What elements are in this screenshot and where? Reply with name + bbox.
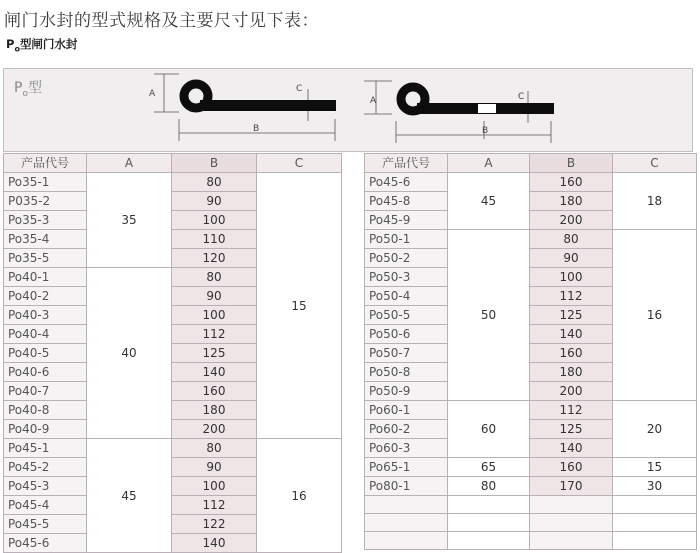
header-c: C [257,154,342,173]
dim-a-cell: 35 [87,173,172,268]
header-code: 产品代号 [4,154,87,173]
table-row [365,477,697,496]
product-code-cell: P035-2 [4,192,87,211]
table-row [365,532,697,550]
dim-a-cell: 80 [448,477,530,496]
product-code-cell: Po50-2 [365,249,448,268]
product-code-cell: Po50-9 [365,382,448,401]
dim-a-cell: 50 [448,230,530,401]
dim-c-label-left: C [296,84,303,94]
dim-c-label-right: C [518,92,525,102]
header-c: C [613,154,697,173]
dim-b-cell: 140 [530,325,613,344]
product-code-cell: Po45-1 [4,439,87,458]
dim-b-label-left: B [253,124,260,134]
dim-a-cell [448,532,530,550]
dim-b-cell: 160 [530,458,613,477]
product-code-cell: Po40-4 [4,325,87,344]
dim-a-cell: 45 [87,439,172,553]
dim-b-cell: 100 [172,211,257,230]
dim-a-cell [448,514,530,532]
spec-table-right [364,153,697,550]
dim-b-cell: 110 [172,230,257,249]
dim-b-cell: 122 [172,515,257,534]
dim-b-cell: 125 [530,420,613,439]
dim-b-cell: 140 [530,439,613,458]
product-code-cell [365,532,448,550]
dim-b-cell: 112 [172,496,257,515]
dim-a-cell [448,496,530,514]
dim-c-cell: 30 [613,477,697,496]
profile-type-label: $P_o$型 [14,80,42,99]
dim-b-cell: 100 [172,477,257,496]
table-row [365,401,697,420]
dim-b-cell: 125 [172,344,257,363]
product-code-cell: Po40-7 [4,382,87,401]
dim-b-cell: 112 [530,401,613,420]
dim-b-cell: 200 [172,420,257,439]
spec-table-left [3,153,342,553]
product-code-cell: Po50-6 [365,325,448,344]
product-code-cell: Po50-1 [365,230,448,249]
dim-c-cell: 16 [613,230,697,401]
dim-b-cell: 180 [530,192,613,211]
dim-b-cell: 112 [530,287,613,306]
table-header-row [365,154,697,173]
product-code-cell: Po45-6 [365,173,448,192]
dim-a-cell: 60 [448,401,530,458]
table-row [4,439,342,458]
product-code-cell: Po35-4 [4,230,87,249]
dim-b-cell: 180 [172,401,257,420]
product-code-cell: Po45-5 [4,515,87,534]
product-code-cell: Po40-8 [4,401,87,420]
dim-b-cell: 180 [530,363,613,382]
product-code-cell: Po60-1 [365,401,448,420]
dim-b-cell: 90 [172,458,257,477]
profile-diagram [3,68,693,152]
section-subtitle: $P_o$型闸门水封 [6,37,78,54]
dim-b-cell: 100 [172,306,257,325]
product-code-cell: Po50-5 [365,306,448,325]
header-b: B [172,154,257,173]
dim-a-cell: 40 [87,268,172,439]
dim-b-cell [530,532,613,550]
product-code-cell: Po40-6 [4,363,87,382]
product-code-cell: Po45-4 [4,496,87,515]
product-code-cell: Po50-4 [365,287,448,306]
table-row [365,496,697,514]
dim-b-cell: 160 [530,173,613,192]
header-a: A [448,154,530,173]
product-code-cell: Po65-1 [365,458,448,477]
product-code-cell: Po50-3 [365,268,448,287]
table-row [365,458,697,477]
table-row [365,514,697,532]
product-code-cell [365,496,448,514]
product-code-cell [365,514,448,532]
product-code-cell: Po45-6 [4,534,87,553]
table-row [365,173,697,192]
dim-b-cell: 140 [172,534,257,553]
product-code-cell: Po50-7 [365,344,448,363]
product-code-cell: Po60-3 [365,439,448,458]
table-row [4,173,342,192]
dim-c-cell: 16 [257,439,342,553]
product-code-cell: Po35-5 [4,249,87,268]
profile-right-shape [401,87,554,114]
product-code-cell: Po45-8 [365,192,448,211]
dim-b-cell: 200 [530,211,613,230]
dim-b-cell [530,514,613,532]
dim-b-cell: 80 [172,173,257,192]
dim-b-cell: 90 [172,192,257,211]
product-code-cell: Po40-1 [4,268,87,287]
dim-b-cell: 100 [530,268,613,287]
dim-c-cell: 20 [613,401,697,458]
dim-a-cell: 65 [448,458,530,477]
dim-b-cell: 90 [530,249,613,268]
dim-b-cell: 125 [530,306,613,325]
dim-b-cell: 90 [172,287,257,306]
dim-b-label-right: B [482,126,489,136]
product-code-cell: Po35-3 [4,211,87,230]
dim-c-cell [613,532,697,550]
dim-a-cell: 45 [448,173,530,230]
dim-b-cell [530,496,613,514]
dim-b-cell: 140 [172,363,257,382]
product-code-cell: Po40-9 [4,420,87,439]
dim-c-cell [613,496,697,514]
header-b: B [530,154,613,173]
dim-b-cell: 160 [172,382,257,401]
product-code-cell: Po45-3 [4,477,87,496]
product-code-cell: Po45-2 [4,458,87,477]
product-code-cell: Po40-2 [4,287,87,306]
product-code-cell: Po35-1 [4,173,87,192]
dim-b-cell: 160 [530,344,613,363]
seal-profile-drawing [4,69,694,153]
dim-c-cell: 15 [257,173,342,439]
dim-b-cell: 112 [172,325,257,344]
table-header-row [4,154,342,173]
dim-b-cell: 80 [172,268,257,287]
dim-b-cell: 200 [530,382,613,401]
dim-b-cell: 80 [530,230,613,249]
dim-c-cell: 15 [613,458,697,477]
product-code-cell: Po40-3 [4,306,87,325]
dim-c-cell [613,514,697,532]
header-code: 产品代号 [365,154,448,173]
page-title: 闸门水封的型式规格及主要尺寸见下表： [4,11,319,31]
dim-c-cell: 18 [613,173,697,230]
product-code-cell: Po45-9 [365,211,448,230]
dim-b-cell: 120 [172,249,257,268]
product-code-cell: Po60-2 [365,420,448,439]
table-row [365,230,697,249]
product-code-cell: Po80-1 [365,477,448,496]
dim-a-label-left: A [149,89,156,99]
dim-b-cell: 80 [172,439,257,458]
product-code-cell: Po40-5 [4,344,87,363]
dim-b-cell: 170 [530,477,613,496]
profile-left-shape [184,84,336,111]
product-code-cell: Po50-8 [365,363,448,382]
dim-a-label-right: A [370,96,377,106]
header-a: A [87,154,172,173]
